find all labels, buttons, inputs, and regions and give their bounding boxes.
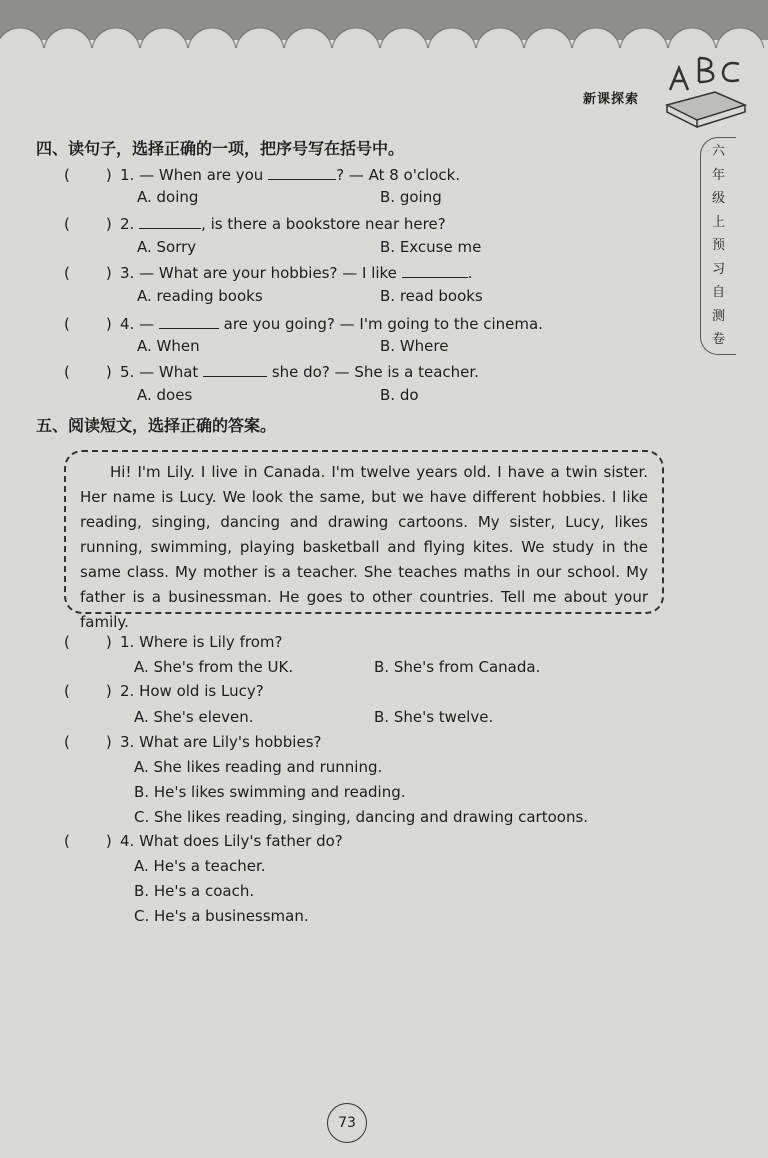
side-tab-char: 自 [711, 285, 725, 300]
side-tab-char: 年 [711, 167, 725, 183]
s4-q2-option-a: A. Sorry [137, 238, 197, 256]
s5-q4-option-a: A. He's a teacher. [134, 857, 266, 875]
answer-parens[interactable] [64, 733, 120, 751]
side-tab-char: 预 [711, 238, 725, 253]
s4-question-3: ( )3. — What are your hobbies? — I like . [64, 262, 472, 282]
s4-q5-option-b: B. do [380, 386, 419, 404]
s5-q3-option-c: C. She likes reading, singing, dancing and drawing cartoons. [134, 808, 589, 826]
s4-question-2: ( )2. , is there a bookstore near here? [64, 213, 446, 233]
answer-parens[interactable] [64, 264, 120, 282]
s4-question-5: ( )5. — What she do? — She is a teacher. [64, 361, 479, 381]
s4-question-1: ( )1. — When are you ? — At 8 o'clock. [64, 164, 460, 184]
series-name: 新课探索 [583, 92, 640, 107]
section4-title: 四、读句子，选择正确的一项，把序号写在括号中。 [36, 139, 405, 158]
s5-q3-option-a: A. She likes reading and running. [134, 758, 383, 776]
reading-passage: Hi! I'm Lily. I live in Canada. I'm twelve years old. I have a twin sister. Her name is Lucy. We look the same, but we have different hobbies. I like reading, singing, dancing and drawing cartoons. My sister, Lucy, likes running, swimming, playing basketball and flying kites. We study in the same class. My mother is a teacher. She teaches maths in our school. My father is a businessman. He goes to other countries. Tell me about your family. [64, 450, 664, 614]
answer-parens[interactable] [64, 682, 120, 700]
answer-parens[interactable] [64, 315, 120, 333]
scallop-border [0, 0, 768, 60]
abc-books-icon [655, 50, 755, 130]
s5-q4-option-c: C. He's a businessman. [134, 907, 309, 925]
s5-q4-option-b: B. He's a coach. [134, 882, 255, 900]
side-tab [700, 137, 736, 355]
section5-title: 五、阅读短文，选择正确的答案。 [36, 416, 277, 435]
page-number: 73 [327, 1103, 367, 1143]
side-tab-char: 卷 [711, 332, 725, 347]
s5-question-2: ( )2. How old is Lucy? [64, 682, 264, 700]
s4-q1-option-b: B. going [380, 188, 442, 206]
answer-parens[interactable] [64, 166, 120, 184]
side-tab-char: 上 [711, 214, 725, 230]
side-tab-char: 测 [711, 308, 725, 324]
s5-question-4: ( )4. What does Lily's father do? [64, 832, 343, 850]
s5-question-3: ( )3. What are Lily's hobbies? [64, 733, 321, 751]
answer-parens[interactable] [64, 215, 120, 233]
s4-q1-option-a: A. doing [137, 188, 199, 206]
fill-blank[interactable] [159, 313, 219, 329]
s4-question-4: ( )4. — are you going? — I'm going to the cinema. [64, 313, 543, 333]
s5-q3-option-b: B. He's likes swimming and reading. [134, 783, 406, 801]
s4-q2-option-b: B. Excuse me [380, 238, 482, 256]
side-tab-char: 习 [711, 261, 725, 277]
s5-q1-option-b: B. She's from Canada. [374, 658, 541, 676]
answer-parens[interactable] [64, 363, 120, 381]
fill-blank[interactable] [402, 262, 468, 278]
fill-blank[interactable] [268, 164, 336, 180]
s5-q2-option-a: A. She's eleven. [134, 708, 254, 726]
s4-q4-option-b: B. Where [380, 337, 449, 355]
s4-q3-option-b: B. read books [380, 287, 483, 305]
s5-q1-option-a: A. She's from the UK. [134, 658, 294, 676]
s5-q2-option-b: B. She's twelve. [374, 708, 494, 726]
side-tab-char: 六 [711, 144, 725, 159]
s4-q3-option-a: A. reading books [137, 287, 263, 305]
fill-blank[interactable] [203, 361, 267, 377]
answer-parens[interactable] [64, 832, 120, 850]
fill-blank[interactable] [139, 213, 201, 229]
s4-q4-option-a: A. When [137, 337, 200, 355]
s5-question-1: ( )1. Where is Lily from? [64, 633, 282, 651]
s4-q5-option-a: A. does [137, 386, 193, 404]
answer-parens[interactable] [64, 633, 120, 651]
side-tab-char: 级 [711, 191, 725, 206]
